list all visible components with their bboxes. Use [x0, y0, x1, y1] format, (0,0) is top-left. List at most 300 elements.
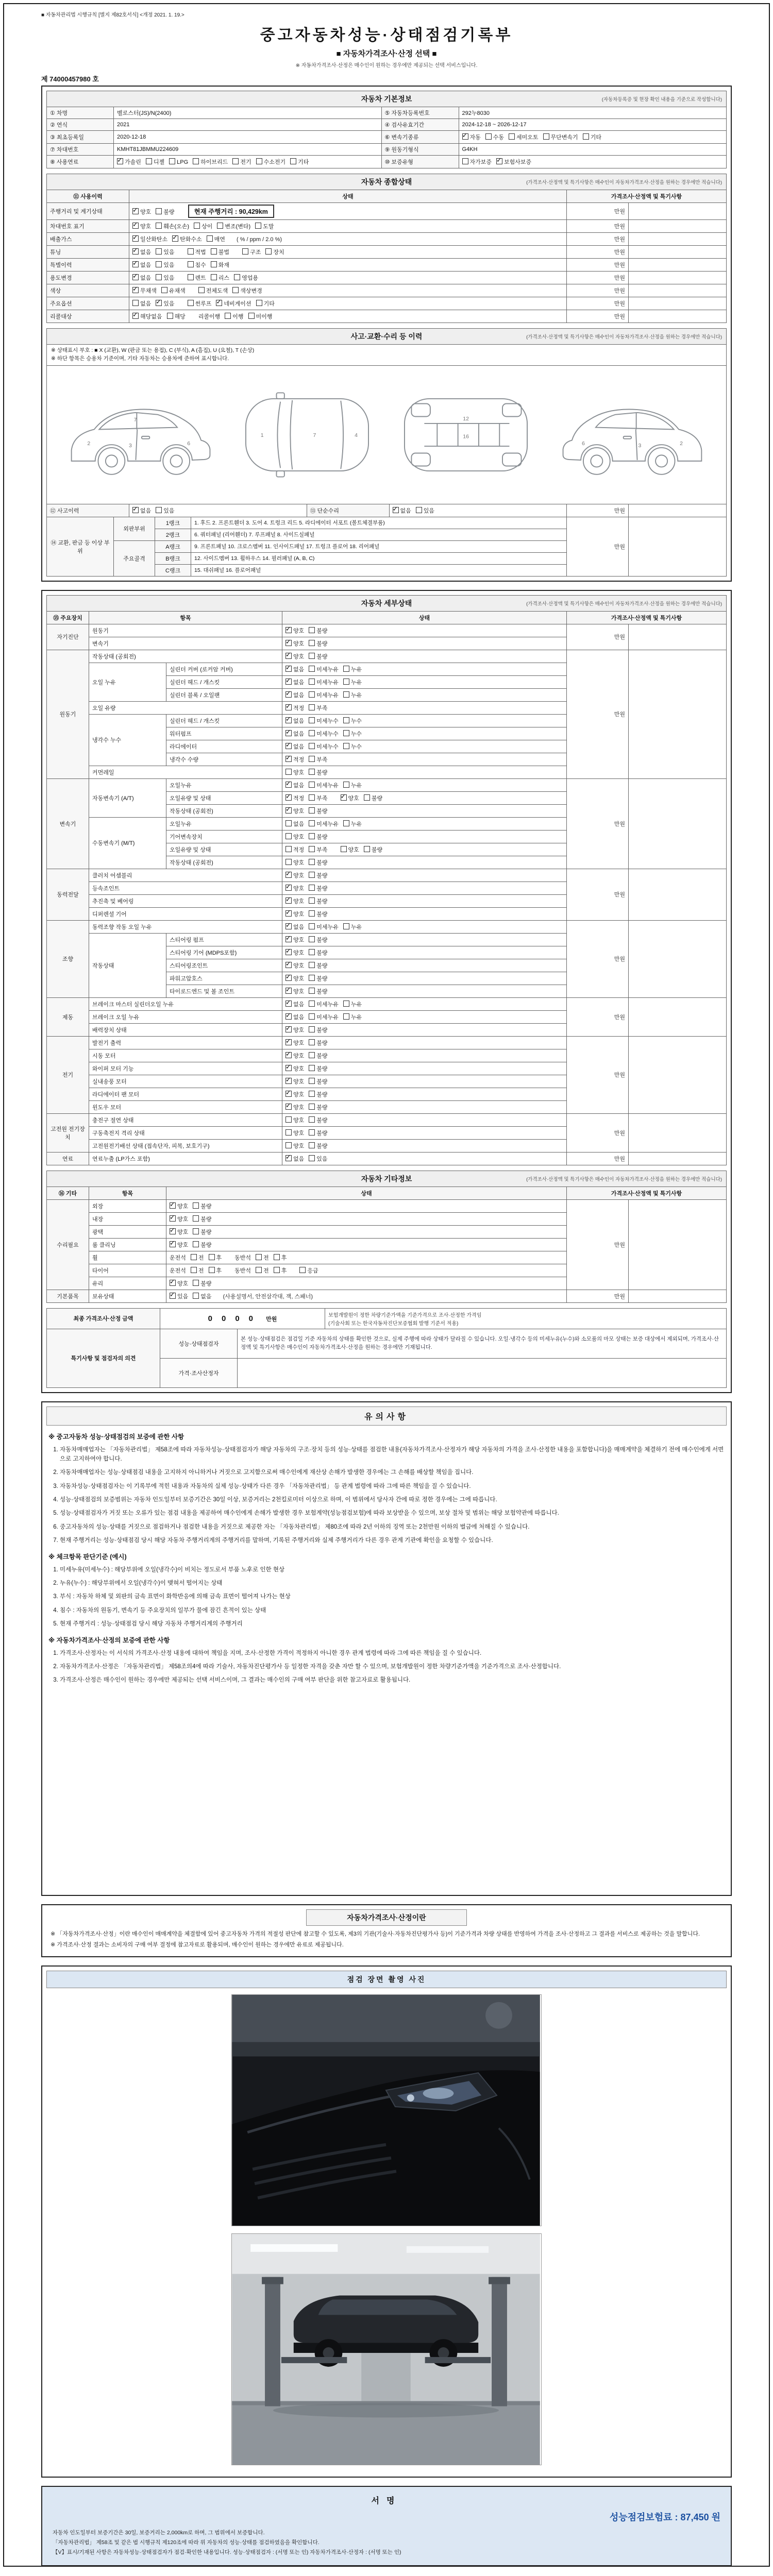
checkbox[interactable]: [462, 158, 468, 164]
checkbox[interactable]: [309, 1142, 315, 1148]
checkbox[interactable]: [209, 1267, 215, 1273]
option-label: 부족: [316, 846, 328, 853]
checkbox[interactable]: [169, 158, 175, 164]
checkbox[interactable]: [285, 679, 292, 685]
option: [285, 1052, 304, 1060]
checkbox[interactable]: [285, 743, 292, 749]
state-cell: [282, 1113, 567, 1126]
option: [156, 506, 174, 515]
final-price-unit: 만원: [266, 1316, 277, 1323]
section-title: 자동차 기타정보: [361, 1174, 412, 1183]
option: [285, 871, 304, 879]
checkbox[interactable]: [462, 133, 468, 140]
checkbox[interactable]: [309, 769, 315, 775]
option-label: 매연: [214, 236, 225, 243]
subitem-label: 스티어링 기어 (MDPS포함): [166, 946, 282, 959]
option: [583, 133, 601, 141]
checkbox[interactable]: [132, 248, 139, 255]
remarks-cell: [628, 1290, 726, 1302]
checkbox[interactable]: [285, 975, 292, 981]
option-label: 누유: [350, 821, 362, 827]
checkbox[interactable]: [309, 756, 315, 762]
checkbox[interactable]: [290, 158, 296, 164]
checkbox[interactable]: [170, 1293, 176, 1299]
checkbox[interactable]: [285, 910, 292, 917]
checkbox[interactable]: [309, 859, 315, 865]
checkbox[interactable]: [132, 208, 139, 214]
option-label: 없음: [200, 1293, 212, 1300]
checkbox[interactable]: [309, 820, 315, 826]
option-label: 불량: [200, 1280, 212, 1287]
checkbox[interactable]: [132, 235, 139, 242]
checkbox[interactable]: [285, 949, 292, 955]
checkbox[interactable]: [309, 640, 315, 646]
checkbox[interactable]: [485, 133, 492, 140]
checkbox[interactable]: [309, 885, 315, 891]
pricing-info-paragraph: ※ 「자동차가격조사·산정」이란 매수인이 매매계약을 체결함에 있어 중고자동차 가격의 적절성 판단에 참고할 수 있도록, 제3의 기관(기술사·자동차진단평가사 등)이 기준가격과 차량 상태를 반영하여 가격을 조사·산정하고 그 결과를 서비스로 제공하는 것을 말합니다.: [51, 1930, 700, 1937]
checkbox[interactable]: [255, 223, 261, 229]
checkbox[interactable]: [285, 1155, 292, 1161]
option-label: 해당: [174, 314, 186, 320]
checkbox[interactable]: [132, 223, 139, 229]
option: [170, 1228, 188, 1236]
checkbox[interactable]: [193, 1228, 199, 1234]
option-label: 렌트: [195, 275, 206, 281]
checkbox[interactable]: [343, 743, 349, 749]
checkbox[interactable]: [309, 846, 315, 852]
checkbox[interactable]: [364, 846, 370, 852]
checkbox[interactable]: [232, 158, 239, 164]
option-label: 해당없음: [140, 314, 162, 320]
checkbox[interactable]: [285, 1001, 292, 1007]
checkbox[interactable]: [343, 717, 349, 723]
fuel-options: [114, 156, 382, 168]
checkbox[interactable]: [309, 730, 315, 736]
checkbox[interactable]: [343, 679, 349, 685]
checkbox[interactable]: [161, 287, 167, 293]
option-label: 누유: [350, 1014, 362, 1021]
checkbox[interactable]: [207, 235, 213, 242]
option-label: 양호: [293, 885, 305, 892]
checkbox[interactable]: [216, 300, 222, 306]
option: [188, 261, 206, 269]
checkbox[interactable]: [509, 133, 515, 140]
checkbox[interactable]: [309, 833, 315, 839]
checkbox[interactable]: [309, 679, 315, 685]
checkbox[interactable]: [285, 988, 292, 994]
checkbox[interactable]: [285, 1142, 292, 1148]
option-label: 양호: [293, 628, 305, 634]
column-header: 가격조사·산정액 및 특기사항: [566, 190, 726, 203]
checkbox[interactable]: [416, 507, 422, 513]
checkbox[interactable]: [343, 820, 349, 826]
checkbox[interactable]: [285, 1052, 292, 1058]
subitem-label: 기어변속장치: [166, 830, 282, 843]
checkbox[interactable]: [393, 507, 399, 513]
checkbox[interactable]: [285, 627, 292, 633]
option-label: 양호: [293, 769, 305, 776]
option-label: 있음: [163, 262, 175, 268]
checkbox[interactable]: [341, 794, 347, 801]
checkbox[interactable]: [309, 1001, 315, 1007]
option: [285, 884, 304, 892]
checkbox[interactable]: [309, 1065, 315, 1071]
checkbox[interactable]: [309, 936, 315, 942]
checkbox[interactable]: [309, 1039, 315, 1045]
checkbox[interactable]: [274, 1254, 280, 1260]
group-label: 수리필요: [47, 1199, 89, 1290]
checkbox[interactable]: [256, 1254, 262, 1260]
checkbox[interactable]: [285, 730, 292, 736]
checkbox[interactable]: [193, 1280, 199, 1286]
panel-area-label: 외판부위: [114, 517, 155, 540]
checkbox[interactable]: [285, 962, 292, 968]
etc-table: [46, 1187, 727, 1303]
checkbox[interactable]: [256, 158, 262, 164]
option: [156, 222, 189, 230]
checkbox[interactable]: [193, 1293, 199, 1299]
state-cell: [389, 504, 567, 517]
option: [285, 936, 304, 944]
option-label: 적정: [293, 756, 305, 763]
checkbox[interactable]: [583, 133, 589, 140]
checkbox[interactable]: [285, 691, 292, 698]
checkbox[interactable]: [167, 313, 173, 319]
item-label: 브레이크 마스터 실린더오일 누유: [89, 997, 282, 1010]
state-cell: [166, 1277, 567, 1290]
item-label: 타이어: [89, 1264, 166, 1277]
checkbox[interactable]: [364, 794, 370, 801]
checkbox[interactable]: [309, 1052, 315, 1058]
option: [132, 312, 162, 320]
option-label: 불량: [316, 1065, 328, 1072]
checkbox[interactable]: [343, 1013, 349, 1020]
option: [309, 1039, 327, 1047]
checkbox[interactable]: [309, 949, 315, 955]
checkbox[interactable]: [117, 158, 123, 164]
checkbox[interactable]: [309, 807, 315, 814]
option: [343, 730, 362, 738]
option-label: 미세누수: [316, 731, 339, 737]
checkbox[interactable]: [285, 897, 292, 904]
checkbox[interactable]: [285, 923, 292, 929]
option: [416, 506, 434, 515]
checkbox[interactable]: [343, 730, 349, 736]
field-label: ⑥ 변속기종류: [381, 131, 459, 144]
checkbox[interactable]: [248, 313, 255, 319]
checkbox[interactable]: [188, 274, 194, 280]
checkbox[interactable]: [209, 1254, 215, 1260]
option: [309, 1013, 339, 1021]
checkbox[interactable]: [156, 274, 162, 280]
option: [309, 845, 327, 854]
section-detail-header: [46, 595, 727, 612]
checkbox[interactable]: [285, 807, 292, 814]
checkbox[interactable]: [285, 936, 292, 942]
checkbox[interactable]: [156, 208, 162, 214]
checkbox[interactable]: [309, 1129, 315, 1136]
checkbox[interactable]: [309, 897, 315, 904]
checkbox[interactable]: [285, 769, 292, 775]
checkbox[interactable]: [132, 261, 139, 267]
checkbox[interactable]: [274, 1267, 280, 1273]
summary-row: [47, 259, 727, 272]
checkbox[interactable]: [234, 274, 240, 280]
checkbox[interactable]: [343, 782, 349, 788]
option: [462, 158, 492, 166]
checkbox[interactable]: [256, 300, 262, 306]
option: [211, 248, 229, 256]
option-label: 색상변경: [240, 288, 262, 294]
remarks-cell: [628, 297, 726, 310]
item-label: 작동상태 (공회전): [89, 650, 282, 663]
notice-block-heading: ※ 자동차가격조사·산정의 보증에 관한 사항: [48, 1636, 170, 1644]
option-label: 양호: [348, 795, 359, 802]
checkbox[interactable]: [285, 794, 292, 801]
checkbox[interactable]: [156, 223, 162, 229]
option: [225, 312, 243, 320]
option: [309, 987, 327, 995]
option-label: 있음: [163, 301, 175, 307]
svg-text:3: 3: [638, 442, 642, 449]
checkbox[interactable]: [309, 794, 315, 801]
checkbox[interactable]: [309, 923, 315, 929]
item-label: 연료누출 (LP가스 포함): [89, 1152, 282, 1165]
checkbox[interactable]: [285, 1026, 292, 1032]
checkbox[interactable]: [285, 640, 292, 646]
checkbox[interactable]: [188, 300, 194, 306]
option: [309, 884, 327, 892]
remarks-cell: [628, 310, 726, 323]
checkbox[interactable]: [543, 133, 549, 140]
checkbox[interactable]: [309, 910, 315, 917]
checkbox[interactable]: [309, 1155, 315, 1161]
checkbox[interactable]: [193, 1202, 199, 1209]
checkbox[interactable]: [285, 846, 292, 852]
checkbox[interactable]: [156, 507, 162, 513]
checkbox[interactable]: [170, 1228, 176, 1234]
checkbox[interactable]: [170, 1215, 176, 1222]
checkbox[interactable]: [309, 653, 315, 659]
checkbox[interactable]: [225, 313, 231, 319]
option-label: 있음: [316, 1156, 328, 1162]
checkbox[interactable]: [188, 248, 194, 255]
checkbox[interactable]: [309, 988, 315, 994]
option-label: 부족: [316, 705, 328, 711]
checkbox[interactable]: [285, 1013, 292, 1020]
option-label: 불량: [200, 1242, 212, 1248]
checkbox[interactable]: [146, 158, 152, 164]
option-label: 누유: [350, 924, 362, 930]
option: [285, 1103, 304, 1111]
checkbox[interactable]: [156, 300, 162, 306]
accident-history-table: [46, 504, 727, 517]
option-label: 없음: [140, 275, 152, 281]
checkbox[interactable]: [285, 1091, 292, 1097]
price-cell: 만원: [567, 517, 629, 576]
checkbox[interactable]: [285, 704, 292, 710]
checkbox[interactable]: [285, 782, 292, 788]
checkbox[interactable]: [496, 158, 502, 164]
checkbox[interactable]: [309, 717, 315, 723]
checkbox[interactable]: [285, 1078, 292, 1084]
option-label: 후: [216, 1255, 222, 1261]
option-label: 적법: [195, 249, 206, 256]
checkbox[interactable]: [285, 1116, 292, 1123]
state-cell: [166, 1212, 567, 1225]
option-label: 전체도색: [206, 288, 228, 294]
checkbox[interactable]: [285, 666, 292, 672]
checkbox[interactable]: [217, 223, 223, 229]
checkbox[interactable]: [309, 743, 315, 749]
option-label: 불량: [316, 859, 328, 866]
svg-text:6: 6: [582, 440, 585, 447]
checkbox[interactable]: [309, 1026, 315, 1032]
price-cell: 만원: [566, 220, 628, 233]
checkbox[interactable]: [285, 833, 292, 839]
checkbox[interactable]: [211, 274, 217, 280]
checkbox[interactable]: [285, 820, 292, 826]
checkbox[interactable]: [285, 756, 292, 762]
checkbox[interactable]: [309, 962, 315, 968]
option: [285, 794, 304, 802]
option-label: 불량: [316, 898, 328, 905]
option-label: 네비게이션: [224, 301, 251, 307]
checkbox[interactable]: [172, 235, 178, 242]
checkbox[interactable]: [132, 300, 139, 306]
section-title: 자동차 기본정보: [361, 95, 412, 103]
inspection-insurance-fee: [53, 2510, 720, 2523]
option-label: 하이브리드: [200, 159, 228, 165]
checkbox[interactable]: [170, 1202, 176, 1209]
checkbox[interactable]: [341, 846, 347, 852]
option-label: 누유: [350, 1001, 362, 1008]
option-label: 없음: [293, 666, 305, 673]
checkbox[interactable]: [211, 248, 217, 255]
checkbox[interactable]: [211, 261, 217, 267]
option-label: 양호: [293, 898, 305, 905]
checkbox[interactable]: [309, 1013, 315, 1020]
legend-line: ※ 상태표시 부호 : ■ X (교환), W (판금 또는 용접), C (부식), A (흠집), U (요철), T (손상): [51, 347, 255, 353]
checkbox[interactable]: [309, 1078, 315, 1084]
checkbox[interactable]: [132, 274, 139, 280]
option-label: 불량: [316, 1117, 328, 1124]
checkbox[interactable]: [309, 1104, 315, 1110]
checkbox[interactable]: [170, 1280, 176, 1286]
remarks-cell: [628, 778, 726, 869]
checkbox[interactable]: [343, 691, 349, 698]
option-label: 양호: [293, 962, 305, 969]
checkbox[interactable]: [343, 1001, 349, 1007]
option: [309, 910, 327, 918]
checkbox[interactable]: [309, 1116, 315, 1123]
option-label: 불량: [316, 988, 328, 995]
checkbox[interactable]: [132, 313, 139, 319]
checkbox[interactable]: [285, 717, 292, 723]
checkbox[interactable]: [285, 1104, 292, 1110]
checkbox[interactable]: [285, 1039, 292, 1045]
checkbox[interactable]: [309, 627, 315, 633]
item-label: 휠: [89, 1251, 166, 1264]
checkbox[interactable]: [156, 261, 162, 267]
svg-text:7: 7: [313, 432, 316, 438]
state-cell: [282, 894, 567, 907]
option: [285, 704, 304, 712]
checkbox[interactable]: [309, 1091, 315, 1097]
subitem-label: 타이로드엔드 및 볼 조인트: [166, 985, 282, 997]
checkbox[interactable]: [193, 1215, 199, 1222]
state-cell: [282, 920, 567, 933]
checkbox[interactable]: [343, 666, 349, 672]
option: [172, 235, 202, 243]
checkbox[interactable]: [265, 248, 272, 255]
checkbox[interactable]: [198, 287, 205, 293]
checkbox[interactable]: [285, 885, 292, 891]
option: [285, 639, 304, 648]
checkbox[interactable]: [194, 223, 200, 229]
section-note: (가격조사·산정액 및 특기사항은 매수인이 자동차가격조사·산정을 원하는 경우에만 적습니다): [526, 1176, 722, 1182]
basis-line: (기술사회 또는 한국자동차진단보증협회 발행 기준서 적용): [328, 1320, 459, 1327]
checkbox[interactable]: [132, 287, 139, 293]
option-label: 누수: [350, 718, 362, 724]
state-cell: [282, 869, 567, 882]
checkbox[interactable]: [309, 872, 315, 878]
option-label: 양호: [293, 1027, 305, 1033]
checkbox[interactable]: [232, 287, 239, 293]
checkbox[interactable]: [132, 507, 139, 513]
checkbox[interactable]: [188, 261, 194, 267]
checkbox[interactable]: [156, 248, 162, 255]
checkbox[interactable]: [193, 1241, 199, 1247]
checkbox[interactable]: [191, 1267, 197, 1273]
checkbox[interactable]: [285, 1129, 292, 1136]
checkbox[interactable]: [309, 704, 315, 710]
column-header: 상태: [129, 190, 567, 203]
checkbox[interactable]: [309, 691, 315, 698]
signature-note-line: 【V】표시/기재된 사항은 자동차성능·상태점검자가 점검·확인한 내용입니다. 성능·상태점검자 : (서명 또는 인) 자동차가격조사·산정자 : (서명 또는 인): [53, 2549, 401, 2555]
option: [309, 833, 327, 841]
state-cell: [282, 933, 567, 946]
option-label: 양호: [177, 1280, 189, 1287]
opinion-role: 가격·조사산정자: [160, 1358, 238, 1387]
option-label: 상이: [201, 224, 213, 230]
rank-row: [47, 517, 727, 529]
option: [193, 1279, 211, 1287]
checkbox[interactable]: [170, 1241, 176, 1247]
subitem-label: 실린더 헤드 / 개스킷: [166, 714, 282, 727]
checkbox[interactable]: [285, 1065, 292, 1071]
checkbox[interactable]: [343, 923, 349, 929]
checkbox[interactable]: [309, 782, 315, 788]
option: [274, 1253, 287, 1262]
checkbox[interactable]: [191, 1254, 197, 1260]
checkbox[interactable]: [285, 872, 292, 878]
checkbox[interactable]: [309, 666, 315, 672]
option: [248, 312, 273, 320]
checkbox[interactable]: [256, 1267, 262, 1273]
checkbox[interactable]: [299, 1267, 306, 1273]
checkbox[interactable]: [242, 248, 248, 255]
notices-title: 유의사항: [46, 1406, 727, 1426]
checkbox[interactable]: [285, 653, 292, 659]
checkbox[interactable]: [285, 859, 292, 865]
checkbox[interactable]: [193, 158, 199, 164]
checkbox[interactable]: [309, 975, 315, 981]
option-label: 없음: [140, 262, 152, 268]
option: [285, 1155, 304, 1163]
column-header: 항목: [89, 1187, 166, 1199]
option-label: 불량: [316, 1130, 328, 1137]
